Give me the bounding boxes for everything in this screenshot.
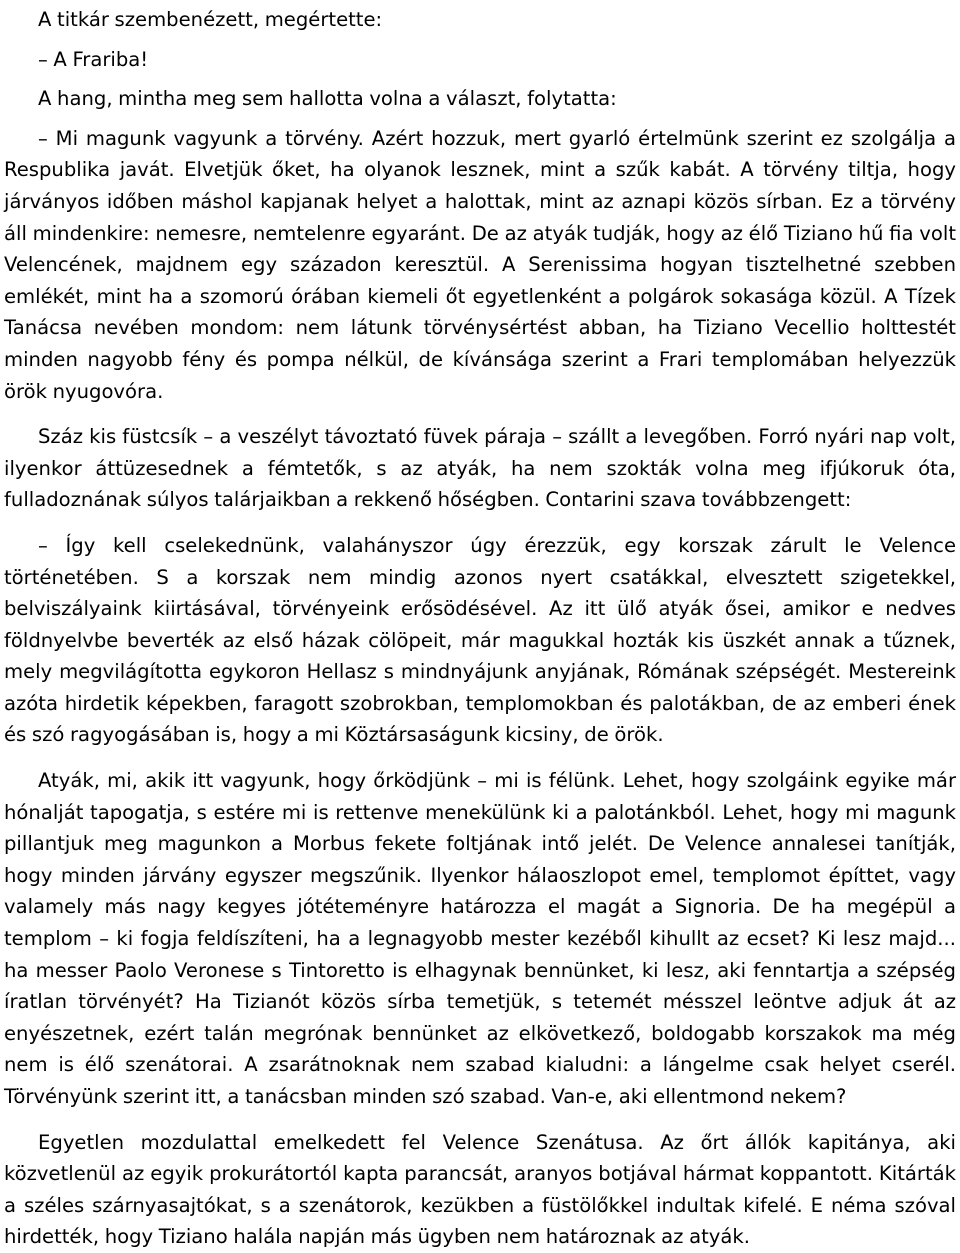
paragraph-voice-continues: A hang, mintha meg sem hallotta volna a választ, folytatta:	[38, 87, 617, 111]
paragraph-smoke: Száz kis füstcsík – a veszélyt távoztató füvek páraja – szállt a levegőben. Forró nyári nap volt, ilyenkor áttüzesednek a fémtetők, s az atyák, ha nem szokták volna meg ifjúkoruk óta, fulladoznának súlyos talárjaikban a rekkenő hőségben. Contarini szava továbbzengett:	[4, 425, 956, 512]
paragraph-fathers-speech: Atyák, mi, akik itt vagyunk, hogy őrködjünk – mi is félünk. Lehet, hogy szolgáink egyike már hónalját tapogatja, s estére mi is rettenve menekülünk ki a palotánkból. Lehet, hogy mi magunk pillantjuk meg magunkon a Morbus fekete foltjának intő jelét. De Velence annalesei tanítják, hogy minden járvány egyszer megszűnik. Ilyenkor hálaoszlopot emel, templomot építtet, vagy valamely más nagy kegyes jótéteményre határozza el magát a Signoria. De ha megépül a templom – ki fogja feldíszíteni, ha a legnagyobb mester kezéből kihullt az ecset? Ki lesz majd... ha messer Paolo Veronese s Tintoretto is elhagynak bennünket, ki lesz, aki fenntartja a szépség íratlan törvényét? Ha Tizianót közös sírba temetjük, s tetemét mésszel leöntve adjuk át az enyészetnek, ezért talán megrónak bennünket az elkövetkező, boldogabb korszakok ma még nem is élő szenátorai. A zsarátnoknak nem szabad kialudni: a lángelme csak helyet cserél. Törvényünk szerint itt, a tanácsban minden szó szabad. Van-e, aki ellentmond nekem?	[4, 769, 956, 1108]
paragraph-intro: A titkár szembenézett, megértette:	[38, 8, 383, 31]
paragraph-dialogue-frari: – A Frariba!	[38, 47, 149, 71]
paragraph-era-speech: – Így kell cselekednünk, valahányszor úgy érezzük, egy korszak zárult le Velence történetében. S a korszak nem mindig azonos nyert csatákkal, elvesztett szigetekkel, belviszályaink kiirtásával, törvényeink erősödésével. Az itt ülő atyák ősei, amikor e nedves földnyelvbe beverték az első házak cölöpeit, már magukkal hozták kis üszkét annak a tűznek, mely megvilágította egykoron Hellasz s mindnyájunk anyjának, Rómának szépségét. Mestereink azóta hirdetik képekben, faragott szobrokban, templomokban és palotákban, de az emberi ének és szó ragyogásában is, hogy a mi Köztársaságunk kicsiny, de örök.	[4, 533, 956, 747]
paragraph-senate-rises: Egyetlen mozdulattal emelkedett fel Velence Szenátusa. Az őrt állók kapitánya, aki közvetlenül az egyik prokurátortól kapta parancsát, aranyos botjával hármat koppantott. Kitárták a széles szárnyasajtókat, s a szenátorok, kezükben a füstölőkkel indultak kifelé. E néma szóval hirdették, hogy Tiziano halála napján más ügyben nem határoznak az atyák.	[4, 1130, 956, 1249]
paragraph-law-speech: – Mi magunk vagyunk a törvény. Azért hozzuk, mert gyarló értelmünk szerint ez szolgálja a Respublika javát. Elvetjük őket, ha olyanok lesznek, mint a szűk kabát. A törvény tiltja, hogy járványos időben máshol kapjanak helyet a halottak, mint az aznapi közös sírban. Ez a törvény áll mindenkire: nemesre, nemtelenre egyaránt. De az atyák tudják, hogy az élő Tiziano hű fia volt Velencének, majdnem egy századon keresztül. A Serenissima hogyan tisztelhetné szebben emlékét, mint ha a szomorú órában kiemeli őt egyetlenként a polgárok sokasága közül. A Tízek Tanácsa nevében mondom: nem látunk törvénysértést abban, ha Tiziano Vecellio holttestét minden nagyobb fény és pompa nélkül, de kívánsága szerint a Frari templomában helyezzük örök nyugovóra.	[4, 126, 956, 403]
